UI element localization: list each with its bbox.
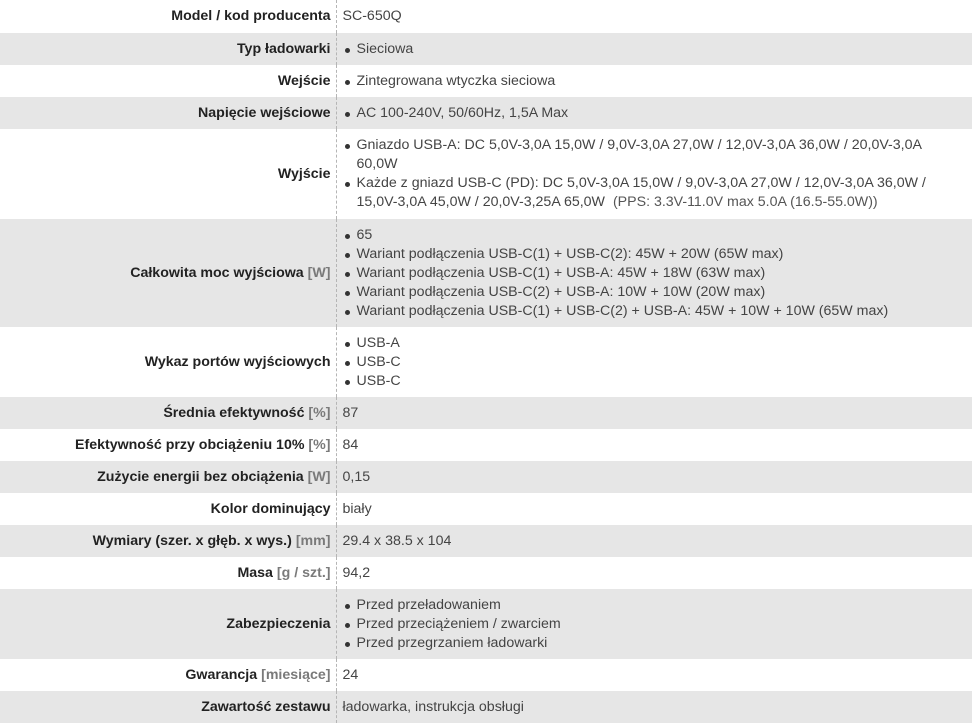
spec-label <box>0 659 336 691</box>
label-unit: [%] <box>308 436 331 453</box>
label-text: Gwarancja <box>185 666 258 683</box>
label-text: Zabezpieczenia <box>226 615 331 632</box>
value-list-item: Wariant podłączenia USB-C(1) + USB-A: 45W + 18W (63W max) <box>357 264 967 283</box>
spec-value <box>336 525 972 557</box>
spec-label <box>0 691 336 723</box>
value-list-item: Przed przeciążeniem / zwarciem <box>357 615 967 634</box>
value-list <box>343 226 967 321</box>
spec-value <box>336 97 972 129</box>
value-text: biały <box>342 500 372 517</box>
label-text: Średnia efektywność <box>163 404 305 421</box>
label-text: Zużycie energii bez obciążenia <box>97 468 304 485</box>
spec-value <box>336 461 972 493</box>
value-list-item: USB-C <box>357 372 967 391</box>
spec-label <box>0 97 336 129</box>
label-text: Kolor dominujący <box>210 500 331 517</box>
label-text: Całkowita moc wyjściowa <box>130 264 304 281</box>
value-list <box>343 104 967 123</box>
spec-label <box>0 33 336 65</box>
value-list-item: Sieciowa <box>357 40 967 59</box>
spec-value <box>336 327 972 397</box>
value-list-item: Wariant podłączenia USB-C(1) + USB-C(2): 45W + 20W (65W max) <box>357 245 967 264</box>
value-list-item: Przed przeładowaniem <box>357 596 967 615</box>
spec-row <box>0 65 972 97</box>
label-unit: [%] <box>308 404 331 421</box>
spec-row <box>0 525 972 557</box>
value-list <box>343 72 967 91</box>
spec-row <box>0 659 972 691</box>
label-text: Wykaz portów wyjściowych <box>144 353 331 370</box>
value-list <box>343 596 967 653</box>
value-list-item: 65 <box>357 226 967 245</box>
spec-value <box>336 0 972 33</box>
label-text: Typ ładowarki <box>236 40 331 57</box>
label-text: Wejście <box>277 72 331 89</box>
value-list-item: Przed przegrzaniem ładowarki <box>357 634 967 653</box>
spec-value <box>336 33 972 65</box>
spec-row <box>0 327 972 397</box>
value-list-item: Wariant podłączenia USB-C(2) + USB-A: 10W + 10W (20W max) <box>357 283 967 302</box>
label-text: Model / kod producenta <box>171 8 331 24</box>
spec-label <box>0 219 336 327</box>
spec-row <box>0 691 972 723</box>
spec-label <box>0 65 336 97</box>
spec-row <box>0 557 972 589</box>
value-list <box>343 40 967 59</box>
label-unit: [g / szt.] <box>276 564 331 581</box>
spec-label <box>0 525 336 557</box>
usb-c-output-text: Każde z gniazd USB-C (PD): DC 5,0V-3,0A 15,0W / 9,0V-3,0A 27,0W / 12,0V-3,0A 36,0W / 15,0V-3,0A 45,0W / 20,0V-3,25A 65,0W <box>356 175 926 210</box>
spec-row <box>0 129 972 219</box>
value-text: SC-650Q <box>342 8 402 24</box>
value-text: 87 <box>342 404 359 421</box>
spec-label <box>0 129 336 219</box>
label-unit: [W] <box>307 264 331 281</box>
spec-value <box>336 429 972 461</box>
spec-row <box>0 429 972 461</box>
label-text: Efektywność przy obciążeniu 10% <box>75 436 305 453</box>
spec-label <box>0 589 336 659</box>
spec-row <box>0 493 972 525</box>
spec-label <box>0 557 336 589</box>
pps-note: (PPS: 3.3V-11.0V max 5.0A (16.5-55.0W)) <box>612 194 878 210</box>
spec-row <box>0 461 972 493</box>
spec-row <box>0 219 972 327</box>
spec-value <box>336 65 972 97</box>
label-text: Wymiary (szer. x głęb. x wys.) <box>92 532 292 549</box>
spec-label <box>0 327 336 397</box>
value-list <box>343 136 967 212</box>
value-text: 29.4 x 38.5 x 104 <box>342 532 452 549</box>
spec-value <box>336 397 972 429</box>
label-text: Masa <box>237 564 273 581</box>
value-text: 0,15 <box>342 468 371 485</box>
label-text: Zawartość zestawu <box>201 698 331 715</box>
label-unit: [W] <box>307 468 331 485</box>
spec-label <box>0 461 336 493</box>
value-list-item: Wariant podłączenia USB-C(1) + USB-C(2) + USB-A: 45W + 10W + 10W (65W max) <box>357 302 967 321</box>
spec-value <box>336 589 972 659</box>
label-text: Wyjście <box>277 165 331 182</box>
value-text: ładowarka, instrukcja obsługi <box>342 698 524 715</box>
value-list-item: USB-A <box>357 334 967 353</box>
value-text: 84 <box>342 436 359 453</box>
spec-row <box>0 0 972 33</box>
spec-label <box>0 0 336 33</box>
spec-value <box>336 691 972 723</box>
spec-row <box>0 397 972 429</box>
spec-value <box>336 219 972 327</box>
spec-value <box>336 659 972 691</box>
value-list-item <box>357 174 967 212</box>
value-list-item: USB-C <box>357 353 967 372</box>
spec-label <box>0 429 336 461</box>
spec-label <box>0 397 336 429</box>
spec-label <box>0 493 336 525</box>
label-unit: [mm] <box>295 532 331 549</box>
label-text: Napięcie wejściowe <box>198 104 331 121</box>
spec-value <box>336 557 972 589</box>
spec-row <box>0 33 972 65</box>
label-unit: [miesiące] <box>261 666 331 683</box>
spec-value <box>336 493 972 525</box>
spec-row <box>0 97 972 129</box>
spec-row <box>0 589 972 659</box>
value-list-item: AC 100-240V, 50/60Hz, 1,5A Max <box>357 104 967 123</box>
value-list-item: Zintegrowana wtyczka sieciowa <box>357 72 967 91</box>
value-list <box>343 334 967 391</box>
value-text: 94,2 <box>342 564 371 581</box>
spec-value <box>336 129 972 219</box>
value-text: 24 <box>342 666 359 683</box>
value-list-item: Gniazdo USB-A: DC 5,0V-3,0A 15,0W / 9,0V-3,0A 27,0W / 12,0V-3,0A 36,0W / 20,0V-3,0A 60,0W <box>357 136 967 174</box>
